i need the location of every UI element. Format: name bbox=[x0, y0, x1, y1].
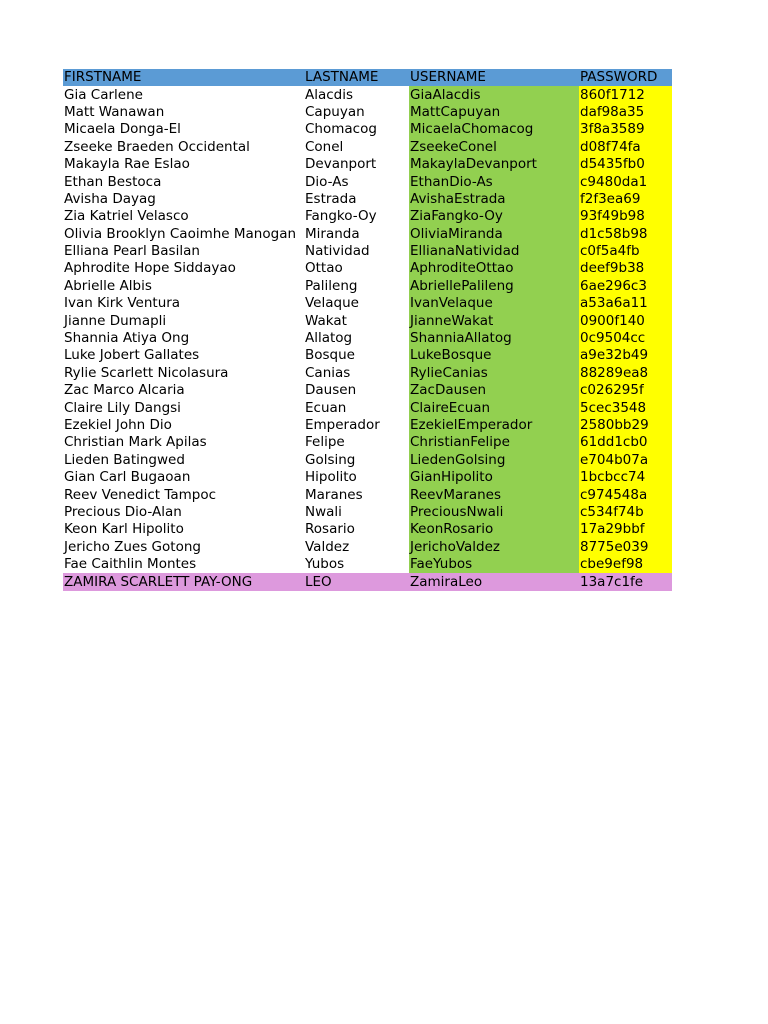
table-row bbox=[63, 86, 672, 103]
table-row bbox=[63, 504, 672, 521]
lastname-cell: Miranda bbox=[305, 225, 360, 242]
table-row bbox=[63, 208, 672, 225]
firstname-cell: Luke Jobert Gallates bbox=[64, 347, 200, 364]
username-cell: ZiaFangko-Oy bbox=[409, 208, 579, 225]
username-cell: EzekielEmperador bbox=[409, 417, 579, 434]
header-row bbox=[63, 69, 672, 86]
password-cell: 93f49b98 bbox=[579, 208, 672, 225]
password-cell: 3f8a3589 bbox=[579, 121, 672, 138]
table-row bbox=[63, 156, 672, 173]
lastname-cell: Natividad bbox=[305, 243, 370, 260]
firstname-cell: Claire Lily Dangsi bbox=[64, 399, 181, 416]
table-row bbox=[63, 260, 672, 277]
firstname-cell: Matt Wanawan bbox=[64, 103, 165, 120]
firstname-cell: Olivia Brooklyn Caoimhe Manogan bbox=[64, 225, 297, 242]
password-cell: 0900f140 bbox=[579, 312, 672, 329]
firstname-cell: Elliana Pearl Basilan bbox=[64, 243, 200, 260]
username-cell: MakaylaDevanport bbox=[409, 156, 579, 173]
username-cell: OliviaMiranda bbox=[409, 226, 579, 243]
table-row bbox=[63, 347, 672, 364]
password-cell: d08f74fa bbox=[579, 139, 672, 156]
table-row bbox=[63, 191, 672, 208]
table-row bbox=[63, 382, 672, 399]
password-cell: c9480da1 bbox=[579, 173, 672, 190]
lastname-cell: LEO bbox=[304, 573, 409, 590]
password-cell: daf98a35 bbox=[579, 104, 672, 121]
password-cell: e704b07a bbox=[579, 452, 672, 469]
lastname-cell: Conel bbox=[305, 138, 344, 155]
firstname-cell: Ivan Kirk Ventura bbox=[64, 295, 181, 312]
firstname-cell: Reev Venedict Tampoc bbox=[64, 486, 217, 503]
password-cell: a9e32b49 bbox=[579, 347, 672, 364]
username-cell: ZacDausen bbox=[409, 382, 579, 399]
lastname-cell: Chomacog bbox=[305, 121, 377, 138]
header-password: PASSWORD bbox=[579, 69, 672, 86]
table-row bbox=[63, 556, 672, 573]
username-cell: GianHipolito bbox=[409, 469, 579, 486]
lastname-cell: Estrada bbox=[305, 190, 357, 207]
password-cell: f2f3ea69 bbox=[579, 191, 672, 208]
lastname-cell: Velaque bbox=[305, 295, 359, 312]
lastname-cell: Fangko-Oy bbox=[305, 208, 377, 225]
table-row bbox=[63, 121, 672, 138]
table-row bbox=[63, 139, 672, 156]
firstname-cell: Gia Carlene bbox=[64, 86, 143, 103]
password-cell: c026295f bbox=[579, 382, 672, 399]
username-cell: PreciousNwali bbox=[409, 504, 579, 521]
table-row bbox=[63, 226, 672, 243]
lastname-cell: Hipolito bbox=[305, 469, 357, 486]
username-cell: AvishaEstrada bbox=[409, 191, 579, 208]
username-cell: ChristianFelipe bbox=[409, 434, 579, 451]
table-row bbox=[63, 417, 672, 434]
table-row bbox=[63, 521, 672, 538]
username-cell: ReevMaranes bbox=[409, 486, 579, 503]
table-row bbox=[63, 539, 672, 556]
table-row bbox=[63, 312, 672, 329]
lastname-cell: Golsing bbox=[305, 451, 356, 468]
username-cell: KeonRosario bbox=[409, 521, 579, 538]
header-firstname: FIRSTNAME bbox=[63, 69, 304, 86]
password-cell: 8775e039 bbox=[579, 539, 672, 556]
lastname-cell: Wakat bbox=[305, 312, 347, 329]
lastname-cell: Dausen bbox=[305, 382, 357, 399]
username-cell: ClaireEcuan bbox=[409, 399, 579, 416]
username-cell: EllianaNatividad bbox=[409, 243, 579, 260]
password-cell: 2580bb29 bbox=[579, 417, 672, 434]
username-cell: MattCapuyan bbox=[409, 104, 579, 121]
firstname-cell: Fae Caithlin Montes bbox=[64, 556, 197, 573]
firstname-cell: Christian Mark Apilas bbox=[64, 434, 207, 451]
user-credentials-table bbox=[63, 69, 672, 591]
username-cell: JerichoValdez bbox=[409, 539, 579, 556]
lastname-cell: Nwali bbox=[305, 503, 342, 520]
firstname-cell: Makayla Rae Eslao bbox=[64, 156, 190, 173]
password-cell: c534f74b bbox=[579, 504, 672, 521]
password-cell: 5cec3548 bbox=[579, 399, 672, 416]
table-row bbox=[63, 469, 672, 486]
lastname-cell: Yubos bbox=[305, 556, 345, 573]
lastname-cell: Emperador bbox=[305, 417, 380, 433]
table-row bbox=[63, 365, 672, 382]
firstname-cell: Ezekiel John Dio bbox=[64, 417, 172, 433]
username-cell: ShanniaAllatog bbox=[409, 330, 579, 347]
lastname-cell: Devanport bbox=[305, 156, 377, 173]
username-cell: MicaelaChomacog bbox=[409, 121, 579, 138]
table-row bbox=[63, 295, 672, 312]
password-cell: a53a6a11 bbox=[579, 295, 672, 312]
firstname-cell: Jianne Dumapli bbox=[64, 312, 167, 329]
password-cell: 61dd1cb0 bbox=[579, 434, 672, 451]
lastname-cell: Felipe bbox=[305, 434, 345, 451]
lastname-cell: Rosario bbox=[305, 521, 355, 538]
table-row bbox=[63, 573, 672, 590]
firstname-cell: Rylie Scarlett Nicolasura bbox=[64, 364, 229, 381]
password-cell: d1c58b98 bbox=[579, 226, 672, 243]
table-row bbox=[63, 243, 672, 260]
firstname-cell: Abrielle Albis bbox=[64, 277, 152, 294]
firstname-cell: Zia Katriel Velasco bbox=[64, 208, 189, 225]
table-row bbox=[63, 278, 672, 295]
firstname-cell: Gian Carl Bugaoan bbox=[64, 469, 191, 486]
header-username: USERNAME bbox=[409, 69, 579, 86]
username-cell: FaeYubos bbox=[409, 556, 579, 573]
password-cell: 1bcbcc74 bbox=[579, 469, 672, 486]
firstname-cell: Avisha Dayag bbox=[64, 190, 156, 207]
lastname-cell: Alacdis bbox=[305, 86, 354, 103]
password-cell: 17a29bbf bbox=[579, 521, 672, 538]
firstname-cell: Lieden Batingwed bbox=[64, 451, 185, 468]
lastname-cell: Ottao bbox=[305, 260, 343, 277]
lastname-cell: Canias bbox=[305, 364, 351, 381]
username-cell: RylieCanias bbox=[409, 365, 579, 382]
lastname-cell: Ecuan bbox=[305, 399, 347, 416]
username-cell: JianneWakat bbox=[409, 312, 579, 329]
header-lastname: LASTNAME bbox=[304, 69, 409, 86]
lastname-cell: Dio-As bbox=[305, 173, 349, 190]
password-cell: 13a7c1fe bbox=[579, 573, 672, 590]
table-row bbox=[63, 486, 672, 503]
firstname-cell: Keon Karl Hipolito bbox=[64, 521, 184, 538]
firstname-cell: Shannia Atiya Ong bbox=[64, 330, 190, 347]
password-cell: deef9b38 bbox=[579, 260, 672, 277]
firstname-cell: Zac Marco Alcaria bbox=[64, 382, 185, 399]
username-cell: LiedenGolsing bbox=[409, 452, 579, 469]
username-cell: IvanVelaque bbox=[409, 295, 579, 312]
username-cell: ZseekeConel bbox=[409, 139, 579, 156]
firstname-cell: Ethan Bestoca bbox=[64, 173, 162, 190]
username-cell: ZamiraLeo bbox=[409, 573, 579, 590]
username-cell: EthanDio-As bbox=[409, 173, 579, 190]
lastname-cell: Valdez bbox=[305, 538, 350, 555]
username-cell: GiaAlacdis bbox=[409, 86, 579, 103]
table-row bbox=[63, 104, 672, 121]
username-cell: AphroditeOttao bbox=[409, 260, 579, 277]
username-cell: LukeBosque bbox=[409, 347, 579, 364]
password-cell: c974548a bbox=[579, 486, 672, 503]
lastname-cell: Palileng bbox=[305, 277, 358, 294]
table-row bbox=[63, 399, 672, 416]
firstname-cell: Jericho Zues Gotong bbox=[64, 538, 201, 555]
lastname-cell: Bosque bbox=[305, 347, 355, 364]
lastname-cell: Maranes bbox=[305, 486, 363, 503]
table-row bbox=[63, 173, 672, 190]
firstname-cell: Zseeke Braeden Occidental bbox=[64, 138, 250, 155]
table-row bbox=[63, 330, 672, 347]
password-cell: 88289ea8 bbox=[579, 365, 672, 382]
password-cell: 0c9504cc bbox=[579, 330, 672, 347]
password-cell: c0f5a4fb bbox=[579, 243, 672, 260]
table-row bbox=[63, 452, 672, 469]
username-cell: AbriellePalileng bbox=[409, 278, 579, 295]
firstname-cell: Aphrodite Hope Siddayao bbox=[64, 260, 236, 277]
firstname-cell: Micaela Donga-El bbox=[64, 121, 181, 138]
password-cell: cbe9ef98 bbox=[579, 556, 672, 573]
password-cell: 6ae296c3 bbox=[579, 278, 672, 295]
password-cell: 860f1712 bbox=[579, 86, 672, 103]
table-row bbox=[63, 434, 672, 451]
firstname-cell: ZAMIRA SCARLETT PAY-ONG bbox=[63, 573, 304, 590]
firstname-cell: Precious Dio-Alan bbox=[64, 503, 182, 520]
password-cell: d5435fb0 bbox=[579, 156, 672, 173]
lastname-cell: Allatog bbox=[305, 330, 353, 347]
lastname-cell: Capuyan bbox=[305, 103, 365, 120]
